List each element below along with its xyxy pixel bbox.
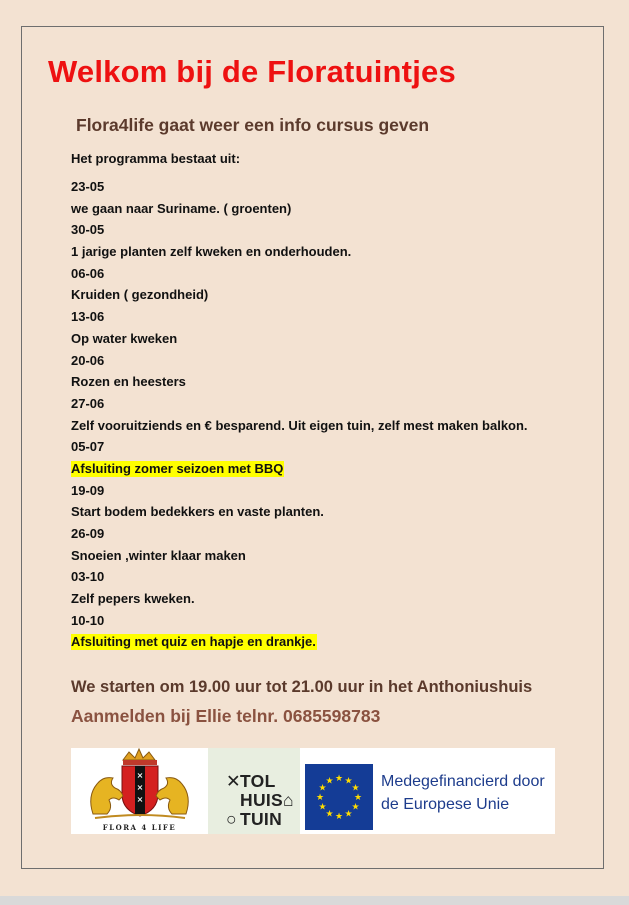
program-topic-line — [71, 373, 591, 395]
program-topic-line — [71, 200, 591, 222]
eu-funding-text — [381, 770, 545, 816]
program-topic: 1 jarige planten zelf kweken en onderhouden. — [71, 244, 352, 260]
program-date: 26-09 — [71, 526, 105, 541]
page-title: Welkom bij de Floratuintjes — [48, 54, 456, 89]
program-intro: Het programma bestaat uit: — [71, 151, 241, 166]
program-date: 06-06 — [71, 265, 105, 281]
program-topic-line — [71, 503, 591, 525]
program-topic-line — [71, 460, 591, 482]
program-date: 19-09 — [71, 482, 105, 498]
eu-line1: Medegefinancierd door — [381, 773, 545, 790]
program-topic-line — [71, 590, 591, 612]
tol-line1: TOL — [240, 771, 276, 791]
program-topic-line — [71, 547, 591, 569]
signup-info: Aanmelden bij Ellie telnr. 0685598783 — [71, 706, 381, 726]
program-topic: Zelf pepers kweken. — [71, 591, 195, 607]
eu-line2: de Europese Unie — [381, 796, 510, 813]
program-topic-line — [71, 633, 591, 655]
program-date: 20-06 — [71, 352, 105, 368]
eu-funding-logo — [300, 748, 555, 834]
tolhuistuin-logo — [208, 748, 300, 834]
svg-text:×: × — [136, 783, 144, 792]
sponsor-logos — [71, 748, 555, 834]
cross-icon: ✕ — [226, 771, 241, 791]
bottom-bar — [0, 896, 629, 905]
eu-star-icon: ★ — [318, 801, 327, 812]
eu-star-icon: ★ — [334, 773, 344, 783]
program-date: 03-10 — [71, 569, 105, 585]
program-topic: Snoeien ,winter klaar maken — [71, 547, 246, 563]
program-list — [71, 150, 591, 655]
circle-icon: ○ — [226, 809, 237, 829]
program-topic: Rozen en heesters — [71, 374, 186, 390]
program-topic: Zelf vooruitziends en € besparend. Uit eigen tuin, zelf mest maken balkon. — [71, 417, 528, 433]
program-topic: Start bodem bedekkers en vaste planten. — [71, 504, 324, 520]
eu-star-icon: ★ — [353, 792, 363, 802]
eu-star-icon: ★ — [315, 792, 325, 802]
program-topic-line — [71, 243, 591, 265]
eu-flag-icon — [305, 764, 373, 830]
page-subtitle: Flora4life gaat weer een info cursus geven — [76, 115, 430, 135]
house-icon: ⌂ — [283, 790, 294, 810]
program-topic: Kruiden ( gezondheid) — [71, 287, 209, 303]
eu-star-icon: ★ — [344, 808, 353, 819]
eu-star-icon: ★ — [334, 811, 344, 821]
program-topic-line — [71, 286, 591, 308]
svg-text:×: × — [136, 795, 144, 804]
program-items — [71, 178, 591, 655]
program-date: 10-10 — [71, 612, 105, 628]
flora-caption: FLORA 4 LIFE — [102, 823, 177, 832]
eu-star-icon: ★ — [325, 775, 334, 786]
highlighted-topic: Afsluiting zomer seizoen met BBQ — [71, 460, 284, 476]
eu-star-icon: ★ — [351, 801, 360, 812]
tolhuistuin-wordmark — [226, 772, 297, 829]
eu-star-icon: ★ — [325, 808, 334, 819]
program-date: 30-05 — [71, 222, 105, 238]
svg-text:×: × — [136, 771, 144, 780]
flora4life-logo — [71, 748, 208, 834]
program-date: 23-05 — [71, 179, 105, 194]
time-info: We starten om 19.00 uur tot 21.00 uur in het Anthoniushuis — [71, 678, 533, 696]
program-date: 05-07 — [71, 439, 105, 455]
program-topic-line — [71, 330, 591, 352]
eu-star-icon: ★ — [344, 775, 353, 786]
tol-line3: TUIN — [240, 809, 283, 829]
program-topic-line — [71, 417, 591, 439]
tol-line2: HUIS — [240, 790, 284, 810]
program-date: 13-06 — [71, 309, 105, 325]
eu-star-icon: ★ — [351, 782, 360, 793]
program-topic: Op water kweken — [71, 330, 178, 346]
program-date: 27-06 — [71, 395, 105, 411]
amsterdam-coat-of-arms-icon — [71, 748, 208, 834]
highlighted-topic: Afsluiting met quiz en hapje en drankje. — [71, 634, 316, 650]
eu-star-icon: ★ — [318, 782, 327, 793]
program-topic: we gaan naar Suriname. ( groenten) — [71, 200, 292, 216]
